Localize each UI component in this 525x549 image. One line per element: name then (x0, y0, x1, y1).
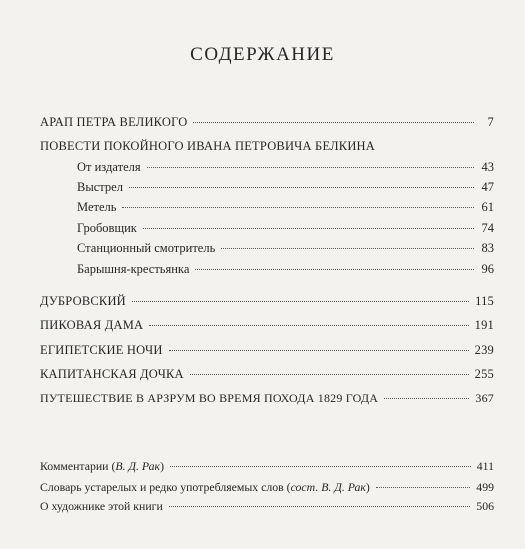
dot-leader (193, 122, 474, 123)
toc-entry-kapitanskaya-dochka[interactable] (40, 367, 494, 382)
toc-entry-page: 7 (487, 115, 494, 129)
dot-leader (376, 487, 470, 488)
toc-entry-pikovaya-dama[interactable] (40, 318, 494, 333)
toc-entry-slovar[interactable] (40, 480, 494, 495)
toc-entry-kommentarii[interactable] (40, 459, 494, 474)
toc-entry-page: 83 (481, 241, 494, 255)
toc-entry-egipetskie-nochi[interactable] (40, 343, 494, 358)
toc-entry-metel[interactable] (77, 200, 494, 215)
toc-entry-stantsionny[interactable] (77, 241, 494, 256)
toc-entry-author: сост. В. Д. Рак (290, 480, 366, 494)
toc-entry-label: Выстрел (77, 180, 123, 194)
dot-leader (221, 248, 474, 249)
dot-leader (169, 506, 470, 507)
toc-entry-label: Комментарии (В. Д. Рак) (40, 459, 164, 473)
toc-entry-puteshestvie[interactable] (40, 391, 494, 406)
toc-entry-arap[interactable] (40, 115, 494, 130)
toc-entry-page: 61 (481, 200, 494, 214)
toc-entry-label: Барышня-крестьянка (77, 262, 190, 276)
toc-section-belkin (40, 139, 494, 154)
toc-entry-label: ЕГИПЕТСКИЕ НОЧИ (40, 343, 163, 357)
toc-entry-label: От издателя (77, 160, 141, 174)
toc-entry-page: 191 (474, 318, 494, 332)
page-title: СОДЕРЖАНИЕ (190, 44, 335, 65)
toc-entry-page: 96 (481, 262, 494, 276)
dot-leader (122, 207, 474, 208)
dot-leader (170, 466, 471, 467)
toc-entry-page: 411 (476, 459, 494, 473)
dot-leader (132, 301, 469, 302)
dot-leader (129, 187, 474, 188)
toc-section-label: ПОВЕСТИ ПОКОЙНОГО ИВАНА ПЕТРОВИЧА БЕЛКИНА (40, 139, 376, 153)
toc-entry-page: 239 (474, 343, 494, 357)
toc-entry-page: 506 (476, 499, 494, 513)
toc-entry-vystrel[interactable] (77, 180, 494, 195)
toc-entry-baryshnya[interactable] (77, 262, 494, 277)
toc-entry-page: 499 (476, 480, 494, 494)
toc-entry-o-khudozhnike[interactable] (40, 499, 494, 514)
toc-entry-label: АРАП ПЕТРА ВЕЛИКОГО (40, 115, 188, 129)
toc-entry-ot-izdatelya[interactable] (77, 160, 494, 175)
dot-leader (190, 374, 469, 375)
toc-entry-page: 47 (481, 180, 494, 194)
toc-entry-page: 74 (481, 221, 494, 235)
toc-entry-label: Гробовщик (77, 221, 137, 235)
dot-leader (143, 228, 474, 229)
toc-entry-page: 367 (475, 391, 494, 405)
toc-entry-page: 43 (481, 160, 494, 174)
toc-entry-label: Словарь устарелых и редко употребляемых слов (сост. В. Д. Рак) (40, 480, 370, 494)
dot-leader (149, 325, 468, 326)
dot-leader (195, 269, 474, 270)
dot-leader (147, 167, 474, 168)
toc-entry-dubrovsky[interactable] (40, 294, 494, 309)
toc-entry-label: Станционный смотритель (77, 241, 216, 255)
toc-entry-label: ПУТЕШЕСТВИЕ В АРЗРУМ ВО ВРЕМЯ ПОХОДА 1829 ГОДА (40, 391, 379, 405)
toc-entry-grobovshchik[interactable] (77, 221, 494, 236)
toc-entry-page: 115 (475, 294, 494, 308)
toc-entry-label: О художнике этой книги (40, 499, 163, 513)
dot-leader (384, 398, 469, 399)
toc-entry-label: Метель (77, 200, 117, 214)
toc-entry-author: В. Д. Рак (115, 459, 161, 473)
toc-entry-label: ПИКОВАЯ ДАМА (40, 318, 144, 332)
toc-entry-label: КАПИТАНСКАЯ ДОЧКА (40, 367, 184, 381)
toc-entry-label: ДУБРОВСКИЙ (40, 294, 126, 308)
toc-entry-page: 255 (474, 367, 494, 381)
dot-leader (169, 350, 469, 351)
